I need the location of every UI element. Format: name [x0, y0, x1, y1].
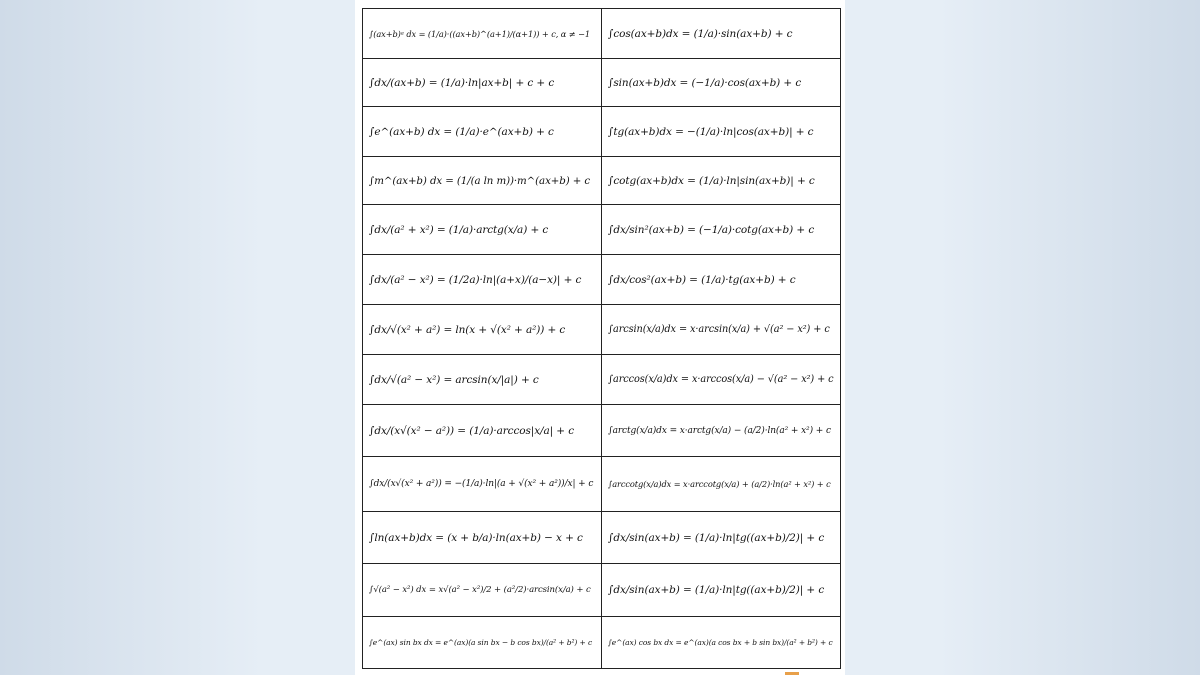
formula-cell-right: ∫arccos(x/a)dx = x·arccos(x/a) − √(a² − x²) + c — [602, 355, 841, 405]
formula-cell-right: ∫dx/sin²(ax+b) = (−1/a)·cotg(ax+b) + c — [602, 205, 841, 255]
formula-cell-left: ∫e^(ax) sin bx dx = e^(ax)(a sin bx − b cos bx)/(a² + b²) + c — [363, 617, 602, 669]
formula-cell-left: ∫dx/(x√(x² − a²)) = (1/a)·arccos|x/a| + c — [363, 405, 602, 457]
formula-cell-left: ∫dx/√(a² − x²) = arcsin(x/|a|) + c — [363, 355, 602, 405]
formula-row — [363, 107, 841, 157]
formula-cell-left: ∫m^(ax+b) dx = (1/(a ln m))·m^(ax+b) + c — [363, 157, 602, 205]
formula-cell-left: ∫dx/(x√(x² + a²)) = −(1/a)·ln|(a + √(x² + a²))/x| + c — [363, 457, 602, 512]
formula-cell-left: ∫e^(ax+b) dx = (1/a)·e^(ax+b) + c — [363, 107, 602, 157]
formula-row — [363, 9, 841, 59]
formula-cell-left: ∫dx/(a² − x²) = (1/2a)·ln|(a+x)/(a−x)| + c — [363, 255, 602, 305]
formula-cell-left: ∫√(a² − x²) dx = x√(a² − x²)/2 + (a²/2)·arcsin(x/a) + c — [363, 564, 602, 617]
formula-cell-left: ∫ln(ax+b)dx = (x + b/a)·ln(ax+b) − x + c — [363, 512, 602, 564]
formula-row — [363, 205, 841, 255]
formula-cell-right: ∫arcsin(x/a)dx = x·arcsin(x/a) + √(a² − x²) + c — [602, 305, 841, 355]
formula-row — [363, 355, 841, 405]
formula-cell-right: ∫sin(ax+b)dx = (−1/a)·cos(ax+b) + c — [602, 59, 841, 107]
formula-sheet — [355, 0, 845, 675]
formula-row — [363, 405, 841, 457]
formula-rows — [363, 9, 841, 669]
formula-cell-right: ∫cotg(ax+b)dx = (1/a)·ln|sin(ax+b)| + c — [602, 157, 841, 205]
formula-cell-right: ∫dx/sin(ax+b) = (1/a)·ln|tg((ax+b)/2)| + c — [602, 512, 841, 564]
formula-cell-right: ∫dx/sin(ax+b) = (1/a)·ln|tg((ax+b)/2)| + c — [602, 564, 841, 617]
formula-row — [363, 457, 841, 512]
formula-cell-right: ∫dx/cos²(ax+b) = (1/a)·tg(ax+b) + c — [602, 255, 841, 305]
integral-formula-table — [362, 8, 841, 669]
formula-row — [363, 512, 841, 564]
formula-cell-right: ∫e^(ax) cos bx dx = e^(ax)(a cos bx + b sin bx)/(a² + b²) + c — [602, 617, 841, 669]
formula-cell-right: ∫arctg(x/a)dx = x·arctg(x/a) − (a/2)·ln(a² + x²) + c — [602, 405, 841, 457]
formula-cell-left: ∫dx/√(x² + a²) = ln(x + √(x² + a²)) + c — [363, 305, 602, 355]
formula-row — [363, 255, 841, 305]
formula-row — [363, 59, 841, 107]
formula-cell-right: ∫cos(ax+b)dx = (1/a)·sin(ax+b) + c — [602, 9, 841, 59]
formula-row — [363, 157, 841, 205]
formula-cell-left: ∫dx/(a² + x²) = (1/a)·arctg(x/a) + c — [363, 205, 602, 255]
formula-cell-left: ∫dx/(ax+b) = (1/a)·ln|ax+b| + c + c — [363, 59, 602, 107]
formula-cell-right: ∫arccotg(x/a)dx = x·arccotg(x/a) + (a/2)·ln(a² + x²) + c — [602, 457, 841, 512]
formula-cell-right: ∫tg(ax+b)dx = −(1/a)·ln|cos(ax+b)| + c — [602, 107, 841, 157]
formula-row — [363, 564, 841, 617]
formula-cell-left: ∫(ax+b)ᵃ dx = (1/a)·((ax+b)^(a+1)/(α+1)) + c, α ≠ −1 — [363, 9, 602, 59]
formula-row — [363, 305, 841, 355]
formula-row — [363, 617, 841, 669]
